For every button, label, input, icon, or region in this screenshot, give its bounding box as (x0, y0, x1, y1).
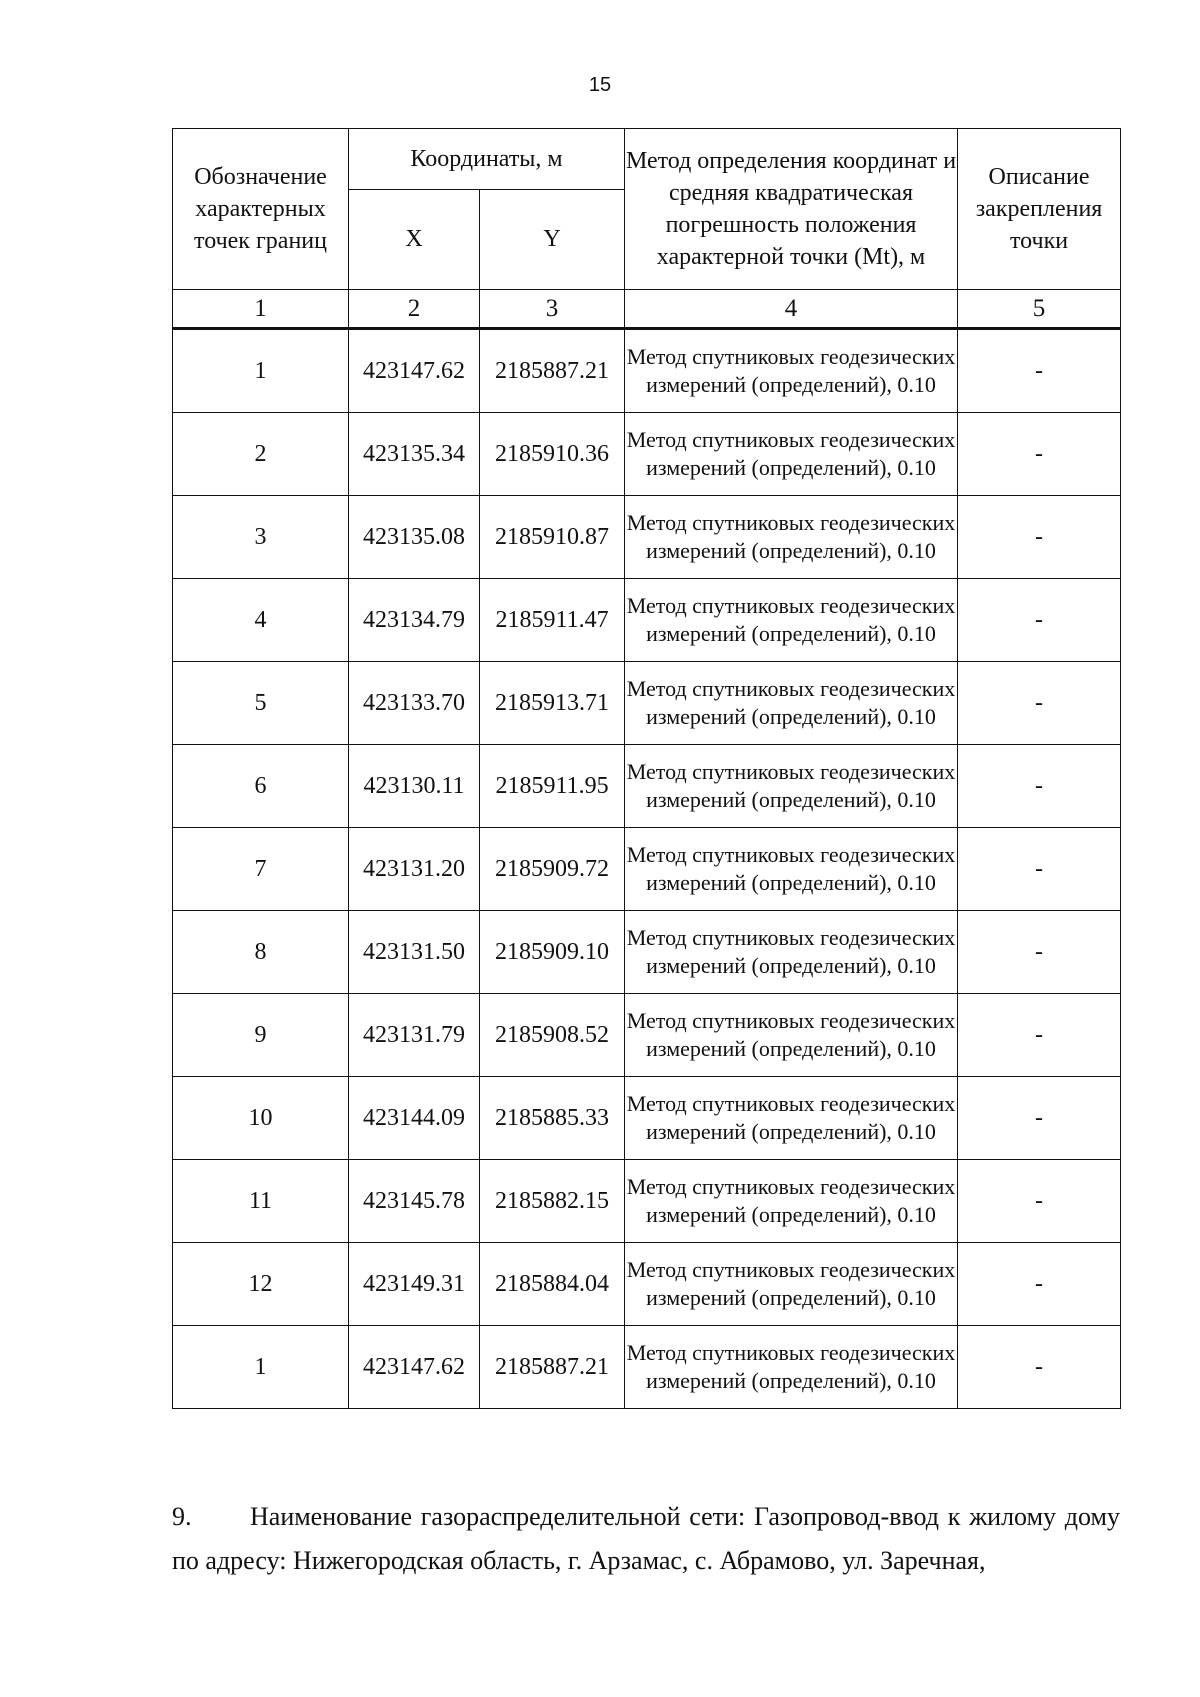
description-cell: - (958, 329, 1121, 413)
header-method: Метод определения координат и средняя квадратическая погрешность положения характерной точки (Mt), м (625, 129, 958, 290)
method-cell: Метод спутниковых геодезических измерений (определений), 0.10 (625, 1160, 958, 1243)
point-cell: 6 (173, 745, 349, 828)
table-row (173, 1077, 1121, 1160)
table-row (173, 1160, 1121, 1243)
y-cell: 2185887.21 (480, 1326, 625, 1409)
description-cell: - (958, 911, 1121, 994)
method-cell: Метод спутниковых геодезических измерений (определений), 0.10 (625, 413, 958, 496)
column-number: 1 (173, 290, 349, 329)
point-cell: 2 (173, 413, 349, 496)
method-cell: Метод спутниковых геодезических измерений (определений), 0.10 (625, 1326, 958, 1409)
x-cell: 423131.50 (349, 911, 480, 994)
x-cell: 423135.08 (349, 496, 480, 579)
description-cell: - (958, 1243, 1121, 1326)
point-cell: 12 (173, 1243, 349, 1326)
section-paragraph (172, 1495, 1120, 1583)
description-cell: - (958, 579, 1121, 662)
point-cell: 10 (173, 1077, 349, 1160)
y-cell: 2185885.33 (480, 1077, 625, 1160)
table-row (173, 579, 1121, 662)
method-cell: Метод спутниковых геодезических измерений (определений), 0.10 (625, 579, 958, 662)
y-cell: 2185911.47 (480, 579, 625, 662)
x-cell: 423147.62 (349, 1326, 480, 1409)
section-text: Наименование газораспределительной сети: Газопровод-ввод к жилому дому по адресу: Нижегородская область, г. Арзамас, с. Абрамово, ул. Заречная, (172, 1502, 1120, 1575)
point-cell: 7 (173, 828, 349, 911)
table-row (173, 496, 1121, 579)
description-cell: - (958, 413, 1121, 496)
description-cell: - (958, 745, 1121, 828)
header-description: Описание закрепления точки (958, 129, 1121, 290)
point-cell: 11 (173, 1160, 349, 1243)
point-cell: 1 (173, 1326, 349, 1409)
table-row (173, 1243, 1121, 1326)
y-cell: 2185910.36 (480, 413, 625, 496)
table-body (173, 329, 1121, 1409)
description-cell: - (958, 1326, 1121, 1409)
column-number: 5 (958, 290, 1121, 329)
method-cell: Метод спутниковых геодезических измерений (определений), 0.10 (625, 828, 958, 911)
y-cell: 2185911.95 (480, 745, 625, 828)
method-cell: Метод спутниковых геодезических измерений (определений), 0.10 (625, 994, 958, 1077)
table-row (173, 413, 1121, 496)
y-cell: 2185882.15 (480, 1160, 625, 1243)
x-cell: 423149.31 (349, 1243, 480, 1326)
header-x: X (349, 190, 480, 290)
column-number: 4 (625, 290, 958, 329)
point-cell: 5 (173, 662, 349, 745)
x-cell: 423147.62 (349, 329, 480, 413)
y-cell: 2185887.21 (480, 329, 625, 413)
table-row (173, 828, 1121, 911)
table-row (173, 662, 1121, 745)
coordinates-table (172, 128, 1121, 1409)
method-cell: Метод спутниковых геодезических измерений (определений), 0.10 (625, 662, 958, 745)
y-cell: 2185909.72 (480, 828, 625, 911)
point-cell: 3 (173, 496, 349, 579)
method-cell: Метод спутниковых геодезических измерений (определений), 0.10 (625, 911, 958, 994)
x-cell: 423134.79 (349, 579, 480, 662)
header-y: Y (480, 190, 625, 290)
method-cell: Метод спутниковых геодезических измерений (определений), 0.10 (625, 1077, 958, 1160)
point-cell: 9 (173, 994, 349, 1077)
point-cell: 8 (173, 911, 349, 994)
description-cell: - (958, 1160, 1121, 1243)
table-row (173, 1326, 1121, 1409)
y-cell: 2185909.10 (480, 911, 625, 994)
y-cell: 2185884.04 (480, 1243, 625, 1326)
column-number: 3 (480, 290, 625, 329)
column-number: 2 (349, 290, 480, 329)
section-number: 9. (172, 1502, 192, 1531)
table-row (173, 745, 1121, 828)
description-cell: - (958, 828, 1121, 911)
y-cell: 2185908.52 (480, 994, 625, 1077)
method-cell: Метод спутниковых геодезических измерений (определений), 0.10 (625, 1243, 958, 1326)
y-cell: 2185913.71 (480, 662, 625, 745)
x-cell: 423145.78 (349, 1160, 480, 1243)
page-number: 15 (588, 74, 612, 96)
description-cell: - (958, 662, 1121, 745)
description-cell: - (958, 994, 1121, 1077)
method-cell: Метод спутниковых геодезических измерений (определений), 0.10 (625, 329, 958, 413)
column-number-row (173, 290, 1121, 329)
method-cell: Метод спутниковых геодезических измерений (определений), 0.10 (625, 496, 958, 579)
x-cell: 423130.11 (349, 745, 480, 828)
x-cell: 423131.79 (349, 994, 480, 1077)
method-cell: Метод спутниковых геодезических измерений (определений), 0.10 (625, 745, 958, 828)
table-row (173, 994, 1121, 1077)
x-cell: 423133.70 (349, 662, 480, 745)
description-cell: - (958, 496, 1121, 579)
x-cell: 423144.09 (349, 1077, 480, 1160)
description-cell: - (958, 1077, 1121, 1160)
table-row (173, 329, 1121, 413)
point-cell: 1 (173, 329, 349, 413)
y-cell: 2185910.87 (480, 496, 625, 579)
header-designation: Обозначение характерных точек границ (173, 129, 349, 290)
point-cell: 4 (173, 579, 349, 662)
header-coordinates: Координаты, м (349, 129, 625, 190)
x-cell: 423131.20 (349, 828, 480, 911)
table-row (173, 911, 1121, 994)
x-cell: 423135.34 (349, 413, 480, 496)
